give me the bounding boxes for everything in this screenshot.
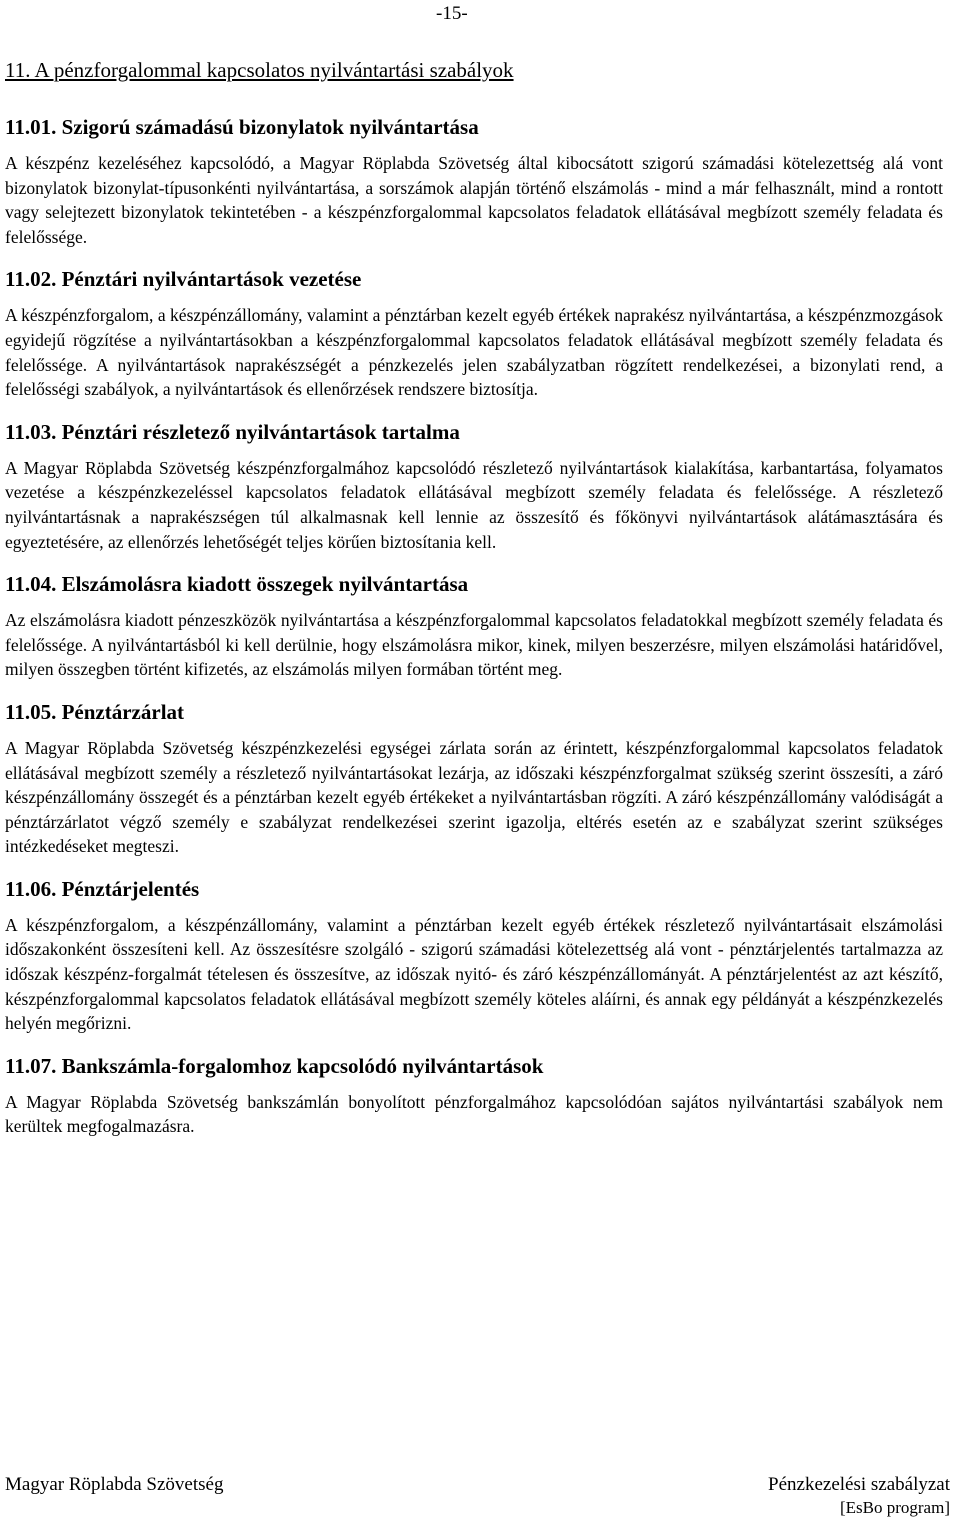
section-title: 11.03. Pénztári részletező nyilvántartások tartalma — [5, 419, 460, 444]
section-paragraph: A készpénz kezeléséhez kapcsolódó, a Magyar Röplabda Szövetség által kibocsátott szigorú számadási kötelezettség alá vont bizonylatok bizonylat-típusonkénti nyilvántartása, a sorszámok alapján történő elszámolás - mind a már felhasznált, mind a rontott vagy selejtezett bizonylatok tekintetében - a készpénzforgalommal kapcsolatos feladatok ellátásával megbízott személy feladata és felelőssége. — [5, 153, 943, 247]
section-title: 11.07. Bankszámla-forgalomhoz kapcsolódó nyilvántartások — [5, 1053, 544, 1078]
section-paragraph: A Magyar Röplabda Szövetség készpénzforgalmához kapcsolódó részletező nyilvántartások kialakítása, karbantartása, folyamatos vezetése a készpénzkezeléssel kapcsolatos feladatok ellátásával megbízott személy feladata és felelőssége. A részletező nyilvántartásnak a naprakészségen túl alkalmasnak kell lennie az összesítő és főkönyvi nyilvántartások alátámasztására és egyeztetésére, az ellenőrzés lehetőségét teljes körűen biztosítania kell. — [5, 457, 943, 552]
section-11-03 — [5, 419, 943, 554]
section-title: 11.04. Elszámolásra kiadott összegek nyilvántartása — [5, 572, 469, 597]
document-body — [5, 56, 943, 1156]
section-paragraph: A készpénzforgalom, a készpénzállomány, valamint a pénztárban kezelt egyéb értékek részletező nyilvántartásait elszámolási időszakonként összesíteni kell. Az összesítésre szolgáló - szigorú számadási kötelezettség alá vont - pénztárjelentés tartalmazza az időszak készpénz-forgalmát tételesen és összesítve, az időszak nyitó- és záró készpénzállományát. A pénztárjelentést az azt készítő, készpénzforgalommal kapcsolatos feladatok ellátásával megbízott személy köteles aláírni, és annak egy példányát a készpénzkezelés helyén megőrizni. — [5, 914, 943, 1034]
chapter-title: 11. A pénzforgalommal kapcsolatos nyilvántartási szabályok — [5, 58, 514, 82]
section-paragraph: A Magyar Röplabda Szövetség bankszámlán bonyolított pénzforgalmához kapcsolódóan sajátos nyilvántartási szabályok nem kerültek megfogalmazásra. — [5, 1091, 943, 1137]
section-title: 11.02. Pénztári nyilvántartások vezetése — [5, 267, 362, 292]
footer-organization: Magyar Röplabda Szövetség — [5, 1474, 224, 1495]
section-paragraph: Az elszámolásra kiadott pénzeszközök nyilvántartása a készpénzforgalommal kapcsolatos feladatokkal megbízott személy feladata és felelőssége. A nyilvántartásból ki kell derülnie, hogy elszámolásra mikor, kinek, milyen beszerzésre, milyen elszámolási határidővel, milyen összegben történt kifizetés, az elszámolás milyen formában történt meg. — [5, 610, 943, 680]
page-number: -15- — [436, 3, 468, 24]
section-title: 11.01. Szigorú számadású bizonylatok nyilvántartása — [5, 115, 479, 139]
section-11-01 — [5, 114, 943, 249]
section-paragraph: A készpénzforgalom, a készpénzállomány, valamint a pénztárban kezelt egyéb értékek naprakész nyilvántartása, a készpénzmozgások egyidejű rögzítése a nyilvántartásokban a készpénzforgalommal kapcsolatos feladatok ellátásával megbízott személy feladata és felelőssége. A nyilvántartások naprakészségét a pénzkezelés jelen szabályzatban rögzített rendelkezései, a bizonylati rend, a felelősségi szabályok, a nyilvántartások és ellenőrzések rendszere biztosítja. — [5, 305, 943, 400]
footer-program: [EsBo program] — [839, 1498, 950, 1517]
section-11-07 — [5, 1053, 943, 1139]
section-title: 11.06. Pénztárjelentés — [5, 876, 200, 901]
section-11-02 — [5, 266, 943, 401]
section-11-06 — [5, 876, 943, 1036]
section-11-04 — [5, 571, 943, 682]
footer-document-name: Pénzkezelési szabályzat — [768, 1474, 950, 1495]
section-paragraph: A Magyar Röplabda Szövetség készpénzkezelési egységei zárlata során az érintett, készpénzforgalommal kapcsolatos feladatok ellátásával megbízott személy a részletező nyilvántartásokat lezárja, az időszaki készpénzforgalmat szükség szerint összesíti, a záró készpénzállomány összegét és a pénztárban kezelt egyéb értékeket a nyilvántartásban rögzíti. A záró készpénzállomány valódiságát a pénztárzárlatot végző személy e szabályzat rendelkezései szerint igazolja, eltérés esetén az e szabályzat szerint szükséges intézkedéseket megteszi. — [5, 737, 943, 857]
section-11-05 — [5, 699, 943, 859]
section-title: 11.05. Pénztárzárlat — [5, 699, 185, 724]
